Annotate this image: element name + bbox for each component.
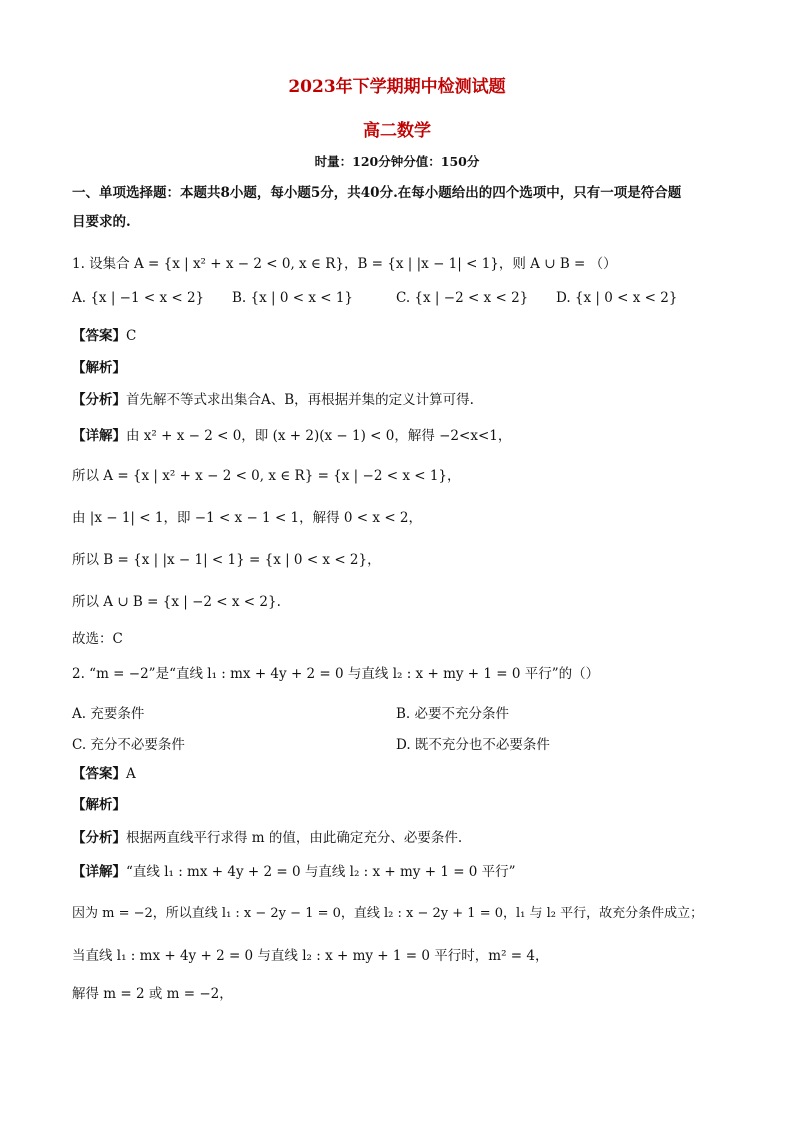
- q2-fenxi: [72, 828, 722, 848]
- q1-answer: [72, 326, 722, 346]
- q2-option-b: B. 必要不充分条件: [396, 706, 510, 722]
- q2-option-d: D. 既不充分也不必要条件: [396, 737, 550, 753]
- q2-analysis-label: 【解析】: [72, 797, 126, 813]
- section-heading-line2: 目要求的.: [72, 214, 131, 230]
- q1-detail-line-3: 由 |x − 1| < 1，即 −1 < x − 1 < 1，解得 0 < x < 2，: [72, 510, 423, 526]
- fenxi-text: 首先解不等式求出集合A、B，再根据并集的定义计算可得.: [126, 392, 474, 408]
- q1-conclusion: 故选：C: [72, 631, 123, 647]
- q1-option-c: C. {x | −2 < x < 2}: [396, 290, 529, 306]
- q1-detail-line-4: 所以 B = {x | |x − 1| < 1} = {x | 0 < x < 2}，: [72, 552, 381, 568]
- answer-value: A: [126, 766, 136, 782]
- q2-detail-line-3: 当直线 l₁ : mx + 4y + 2 = 0 与直线 l₂ : x + my + 1 = 0 平行时，m² = 4，: [72, 948, 549, 964]
- q1-stem: 1. 设集合 A = {x | x² + x − 2 < 0, x ∈ R}，B = {x | |x − 1| < 1}，则 A ∪ B = （）: [72, 256, 617, 272]
- q1-detail-line-5: 所以 A ∪ B = {x | −2 < x < 2}.: [72, 594, 281, 610]
- answer-label: 【答案】: [72, 328, 126, 344]
- q2-detail-line-1: [72, 862, 722, 882]
- fenxi-label: 【分析】: [72, 830, 126, 846]
- q1-detail-line-1: [72, 426, 722, 446]
- q2-option-c: C. 充分不必要条件: [72, 737, 185, 753]
- fenxi-label: 【分析】: [72, 392, 126, 408]
- answer-label: 【答案】: [72, 766, 126, 782]
- q1-detail-line-2: 所以 A = {x | x² + x − 2 < 0, x ∈ R} = {x | −2 < x < 1}，: [72, 468, 461, 484]
- detail-label: 【详解】: [72, 864, 126, 880]
- q2-answer: [72, 764, 722, 784]
- q1-option-b: B. {x | 0 < x < 1}: [232, 290, 354, 306]
- answer-value: C: [126, 328, 137, 344]
- q1-option-d: D. {x | 0 < x < 2}: [556, 290, 678, 306]
- exam-title: 2023年下学期期中检测试题: [288, 77, 506, 97]
- section-heading-line1: 一、单项选择题：本题共8小题，每小题5分，共40分.在每小题给出的四个选项中，只有一项是符合题: [72, 185, 682, 201]
- exam-subject: 高二数学: [363, 121, 431, 141]
- q2-stem: 2. “m = −2”是“直线 l₁ : mx + 4y + 2 = 0 与直线 l₂ : x + my + 1 = 0 平行”的（）: [72, 666, 600, 682]
- q2-detail-line-4: 解得 m = 2 或 m = −2，: [72, 986, 233, 1002]
- detail-label: 【详解】: [72, 428, 126, 444]
- fenxi-text: 根据两直线平行求得 m 的值，由此确定充分、必要条件.: [126, 830, 463, 846]
- detail-text: 由 x² + x − 2 < 0，即 (x + 2)(x − 1) < 0，解得 −2<x<1，: [126, 428, 512, 444]
- q2-detail-line-2: 因为 m = −2，所以直线 l₁ : x − 2y − 1 = 0，直线 l₂ : x − 2y + 1 = 0，l₁ 与 l₂ 平行，故充分条件成立；: [72, 906, 704, 921]
- exam-meta: 时量：120分钟分值：150分: [314, 154, 480, 169]
- q1-analysis-label: 【解析】: [72, 360, 126, 376]
- detail-text: “直线 l₁ : mx + 4y + 2 = 0 与直线 l₂ : x + my + 1 = 0 平行”: [126, 864, 516, 880]
- q1-fenxi: [72, 390, 722, 410]
- q1-option-a: A. {x | −1 < x < 2}: [72, 290, 205, 306]
- q2-option-a: A. 充要条件: [72, 706, 145, 722]
